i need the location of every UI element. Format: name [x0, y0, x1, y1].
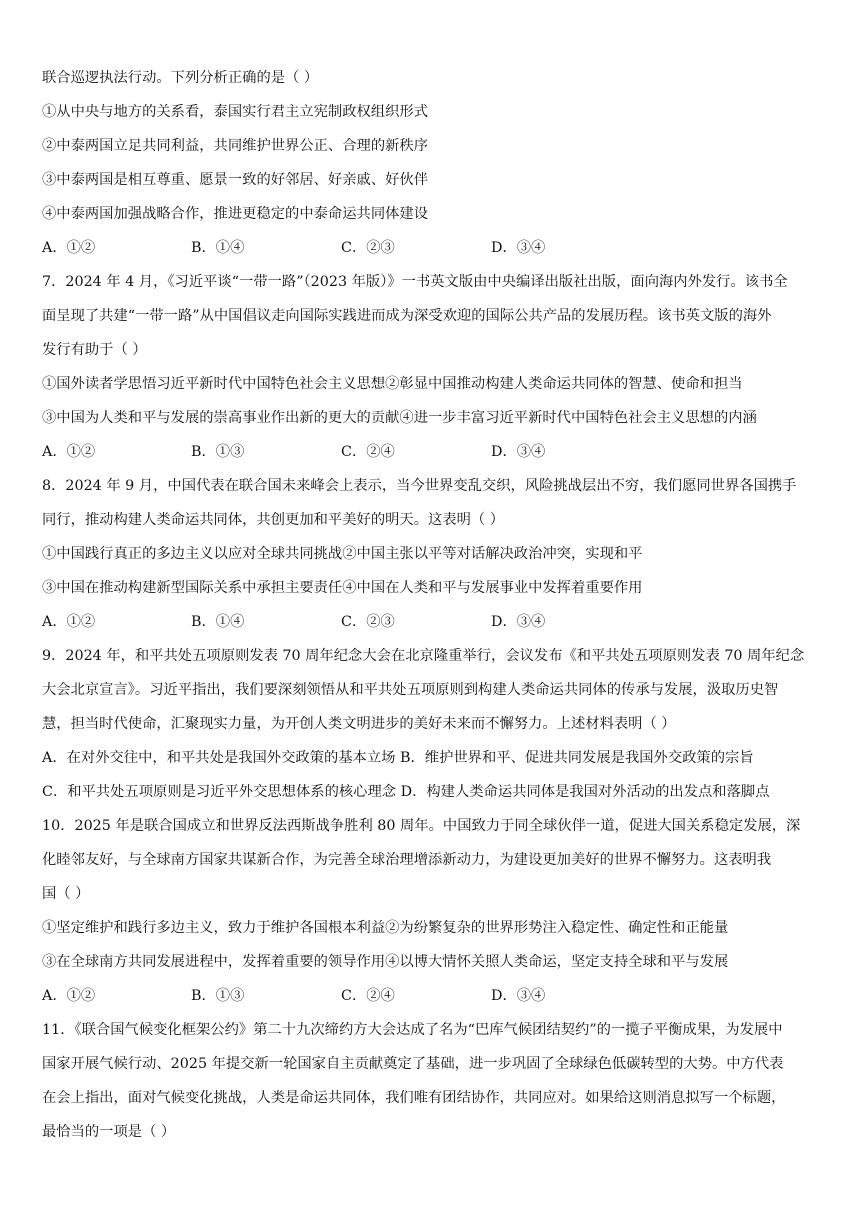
q8-stem-line-2: 同行，推动构建人类命运共同体，共创更加和平美好的明天。这表明（ ） [42, 512, 505, 528]
q10-stem-line-3: 国（ ） [42, 886, 90, 902]
q8-stem-line-1: 8．2024 年 9 月，中国代表在联合国未来峰会上表示，当今世界变乱交织，风险挑战层出不穷，我们愿同世界各国携手 [42, 478, 797, 494]
q8-options [42, 612, 832, 632]
q9-stem-line-2: 大会北京宣言》。习近平指出，我们要深刻领悟从和平共处五项原则到构建人类命运共同体的传承与发展，汲取历史智 [42, 682, 779, 698]
q7-stem-line-3: 发行有助于（ ） [42, 342, 147, 358]
q10-statements-3-4: ③在全球南方共同发展进程中，发挥着重要的领导作用④以博大情怀关照人类命运，坚定支持全球和平与发展 [42, 954, 729, 970]
q9-stem-line-1: 9．2024 年，和平共处五项原则发表 70 周年纪念大会在北京隆重举行，会议发布《和平共处五项原则发表 70 周年纪念 [42, 648, 805, 664]
q8-option-c: C．②③ [341, 614, 395, 630]
q7-option-a: A．①② [42, 444, 96, 460]
q10-statements-1-2: ①坚定维护和践行多边主义，致力于维护各国根本利益②为纷繁复杂的世界形势注入稳定性、确定性和正能量 [42, 920, 729, 936]
q6-statement-2: ②中泰两国立足共同利益，共同维护世界公正、合理的新秩序 [42, 138, 429, 154]
q11-stem-line-4: 最恰当的一项是（ ） [42, 1124, 176, 1140]
q7-statements-3-4: ③中国为人类和平与发展的崇高事业作出新的更大的贡献④进一步丰富习近平新时代中国特色社会主义思想的内涵 [42, 410, 757, 426]
q7-option-b: B．①③ [191, 444, 245, 460]
q10-option-d: D．③④ [491, 988, 546, 1004]
q10-option-c: C．②④ [341, 988, 395, 1004]
q6-statement-3: ③中泰两国是相互尊重、愿景一致的好邻居、好亲戚、好伙伴 [42, 172, 429, 188]
q8-statements-3-4: ③中国在推动构建新型国际关系中承担主要责任④中国在人类和平与发展事业中发挥着重要作用 [42, 580, 643, 596]
q10-option-b: B．①③ [191, 988, 245, 1004]
q7-stem-line-1: 7．2024 年 4 月，《习近平谈“一带一路”（2023 年版）》一书英文版由中央编译出版社出版，面向海内外发行。该书全 [42, 274, 788, 290]
q11-stem-line-2: 国家开展气候行动、2025 年提交新一轮国家自主贡献奠定了基础，进一步巩固了全球绿色低碳转型的大势。中方代表 [42, 1056, 784, 1072]
q6-statement-1: ①从中央与地方的关系看，泰国实行君主立宪制政权组织形式 [42, 104, 429, 120]
q6-option-b: B．①④ [191, 240, 245, 256]
q10-option-a: A．①② [42, 988, 96, 1004]
q6-option-c: C．②③ [341, 240, 395, 256]
q6-options [42, 238, 832, 258]
q8-option-a: A．①② [42, 614, 96, 630]
q10-options [42, 986, 832, 1006]
q10-stem-line-1: 10．2025 年是联合国成立和世界反法西斯战争胜利 80 周年。中国致力于同全球伙伴一道，促进大国关系稳定发展，深 [42, 818, 801, 834]
q6-option-a: A．①② [42, 240, 96, 256]
q11-stem-line-1: 11．《联合国气候变化框架公约》第二十九次缔约方大会达成了名为“巴库气候团结契约”的一揽子平衡成果，为发展中 [42, 1022, 783, 1038]
q11-stem-line-3: 在会上指出，面对气候变化挑战，人类是命运共同体，我们唯有团结协作，共同应对。如果给这则消息拟写一个标题， [42, 1090, 786, 1106]
q7-options [42, 442, 832, 462]
q9-options-c-d: C．和平共处五项原则是习近平外交思想体系的核心理念 D．构建人类命运共同体是我国对外活动的出发点和落脚点 [42, 784, 770, 800]
q9-stem-line-3: 慧，担当时代使命，汇聚现实力量，为开创人类文明进步的美好未来而不懈努力。上述材料表明（ ） [42, 716, 676, 732]
q6-stem-tail: 联合巡逻执法行动。下列分析正确的是（ ） [42, 70, 319, 86]
q6-option-d: D．③④ [491, 240, 546, 256]
q7-stem-line-2: 面呈现了共建“一带一路”从中国倡议走向国际实践进而成为深受欢迎的国际公共产品的发展历程。该书英文版的海外 [42, 308, 772, 324]
q8-option-b: B．①④ [191, 614, 245, 630]
q7-option-d: D．③④ [491, 444, 546, 460]
q10-stem-line-2: 化睦邻友好，与全球南方国家共谋新合作，为完善全球治理增添新动力，为建设更加美好的世界不懈努力。这表明我 [42, 852, 772, 868]
q6-statement-4: ④中泰两国加强战略合作，推进更稳定的中泰命运共同体建设 [42, 206, 429, 222]
q7-statements-1-2: ①国外读者学思悟习近平新时代中国特色社会主义思想②彰显中国推动构建人类命运共同体的智慧、使命和担当 [42, 376, 743, 392]
q8-statements-1-2: ①中国践行真正的多边主义以应对全球共同挑战②中国主张以平等对话解决政治冲突，实现和平 [42, 546, 643, 562]
q8-option-d: D．③④ [491, 614, 546, 630]
q7-option-c: C．②④ [341, 444, 395, 460]
q9-options-a-b: A．在对外交往中，和平共处是我国外交政策的基本立场 B．维护世界和平、促进共同发展是我国外交政策的宗旨 [42, 750, 754, 766]
